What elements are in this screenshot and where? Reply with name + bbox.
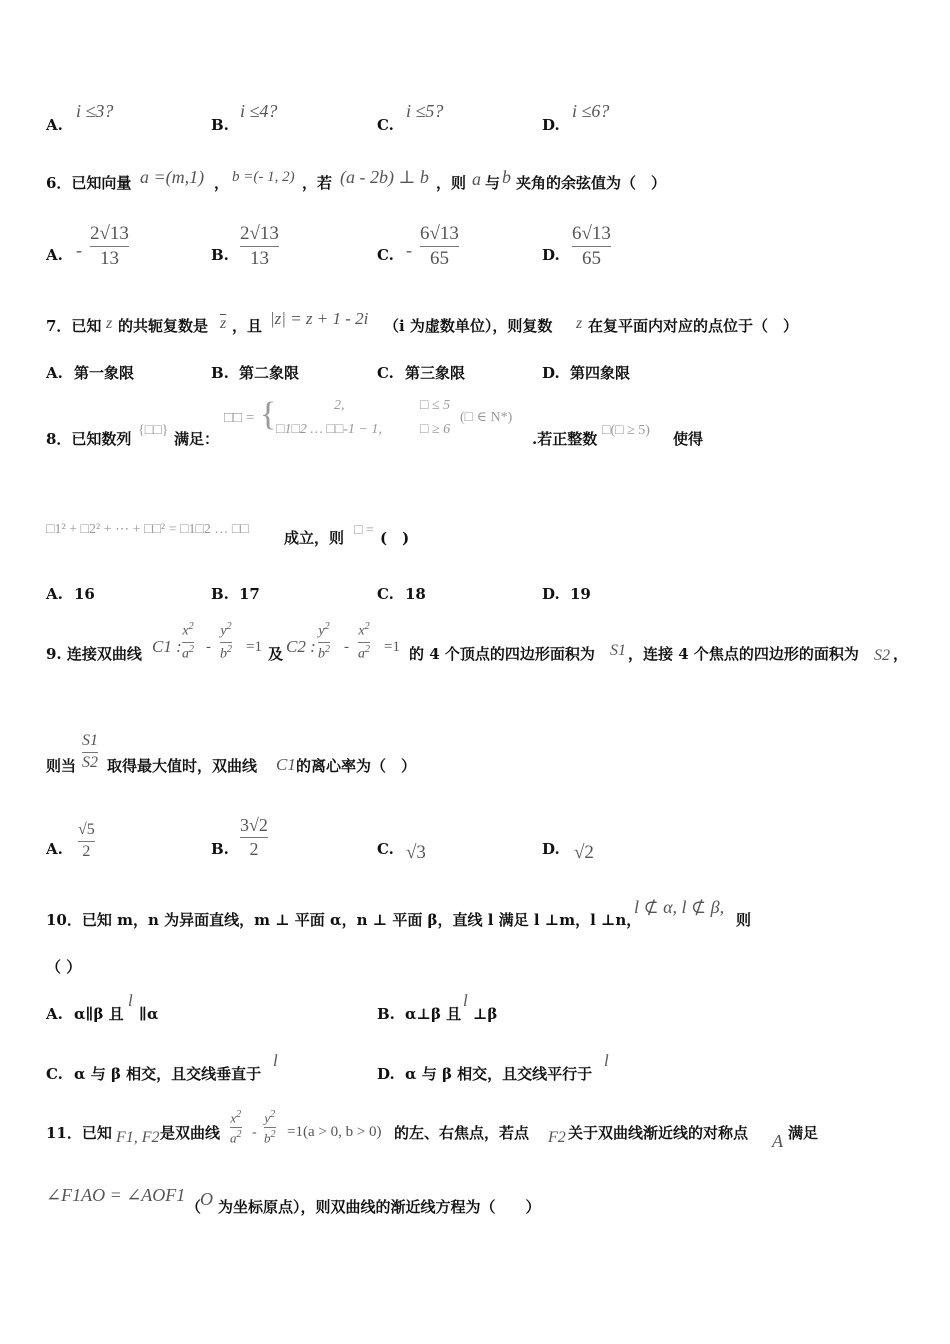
q9-c1-minus: - <box>206 639 211 655</box>
q6-prefix: 6．已知向量 <box>46 174 132 192</box>
q9-c1-eq: =1 <box>246 639 262 655</box>
q8-mid2: .若正整数 <box>532 430 598 448</box>
q9-s1: S1 <box>610 642 626 659</box>
q7-option-b-label: B. <box>211 364 229 382</box>
q6-option-d-den: 65 <box>581 248 601 269</box>
q10-option-a-rest: ∥α <box>139 1005 159 1023</box>
q9-ratio <box>82 733 98 771</box>
q8-case1-value: 2, <box>334 398 345 413</box>
q11-O: O <box>200 1189 213 1209</box>
q11-condition: =1(a > 0, b > 0) <box>287 1124 382 1140</box>
q6-option-c-num: 6√13 <box>420 223 459 244</box>
q11-prefix: 11．已知 <box>46 1124 112 1142</box>
q5-option-b-value: i ≤4? <box>240 101 278 121</box>
q8-system-lhs: □□ = <box>224 410 255 426</box>
q9-mid2: ，连接 4 个焦点的四边形的面积为 <box>628 645 859 663</box>
q6-option-c-fraction <box>420 224 459 268</box>
q5-option-d-label: D. <box>542 116 560 134</box>
q6-mid: ，若 <box>302 174 333 192</box>
q9-c1b: C1 <box>276 755 296 774</box>
q6-option-d-num: 6√13 <box>572 223 611 244</box>
q8-line2-mid: 成立，则 <box>284 529 345 547</box>
q9-option-a-label: A. <box>46 840 63 858</box>
q5-option-b-label: B. <box>211 116 229 134</box>
q7-zbar: $\overline{z}$ <box>220 315 227 332</box>
q11-minus: - <box>252 1125 257 1140</box>
q9-c2: C2 : <box>286 637 316 656</box>
q11-line2-equation: ∠F1AO = ∠AOF1 <box>46 1185 186 1205</box>
q6-option-c-sign: - <box>406 240 412 260</box>
q9-ratio-num: S1 <box>82 732 98 749</box>
q9-mid: 的 4 个顶点的四边形面积为 <box>409 645 595 663</box>
q8-case2-value: □1□2 … □□-1 − 1, <box>276 422 382 437</box>
q10-then: 则 <box>736 911 752 929</box>
q9-comma: ， <box>893 645 909 663</box>
q6-condition: (a - 2b) ⊥ b <box>340 167 429 187</box>
q7-option-c-text: 第三象限 <box>405 364 466 382</box>
q10-option-b-l: l <box>463 991 468 1010</box>
q7-suffix2: 在复平面内对应的点位于（ ） <box>588 317 799 335</box>
q9-c2-minus: - <box>344 639 349 655</box>
q7-suffix: （i 为虚数单位），则复数 <box>384 317 553 335</box>
q8-case1-condition: □ ≤ 5 <box>420 398 451 413</box>
q10-option-c-l: l <box>273 1051 278 1070</box>
q8-option-a-text: 16 <box>74 585 95 603</box>
q9-option-a-fraction <box>78 822 95 860</box>
q8-line2-end: ( ) <box>380 529 410 547</box>
q5-option-c-value: i ≤5? <box>406 101 444 121</box>
q11-mid2: 的左、右焦点，若点 <box>394 1124 530 1142</box>
q9-option-d-label: D. <box>542 840 560 858</box>
q6-option-b-label: B. <box>211 246 229 264</box>
q5-option-a-label: A. <box>46 116 63 134</box>
q8-condition: □(□ ≥ 5) <box>602 423 650 438</box>
q7-option-d-label: D. <box>542 364 560 382</box>
q10-option-c-text: α 与 β 相交，且交线垂直于 <box>74 1065 262 1083</box>
q9-option-c-value: √3 <box>406 842 426 863</box>
q11-line2-end: 为坐标原点），则双曲线的渐近线方程为（ ） <box>218 1198 541 1216</box>
q11-line2-paren-open: （ <box>186 1198 202 1216</box>
q7-z: z <box>106 315 113 332</box>
q8-option-b-label: B. <box>211 585 229 603</box>
q7-option-d-text: 第四象限 <box>570 364 631 382</box>
q6-option-d-fraction <box>572 224 611 268</box>
q6-mid2: ，则 <box>436 174 467 192</box>
q10-option-b-label: B. <box>377 1005 395 1023</box>
q9-c1: C1 : <box>152 637 182 656</box>
q9-line2-mid: 取得最大值时，双曲线 <box>107 757 258 775</box>
q9-line2-prefix: 则当 <box>46 757 77 775</box>
q8-option-a-label: A. <box>46 585 63 603</box>
q9-ratio-den: S2 <box>82 754 98 771</box>
q6-option-b-den: 13 <box>249 248 269 269</box>
q11-foci: F1, F2 <box>116 1129 160 1146</box>
q6-option-c-label: C. <box>377 246 394 264</box>
q8-suffix: 使得 <box>673 430 704 448</box>
q6-option-d-label: D. <box>542 246 560 264</box>
q7-mid2: ，且 <box>232 317 263 335</box>
q8-line2-var: □ = <box>354 523 374 538</box>
q11-frac-y: $y^2$ $b^2$ <box>264 1109 276 1146</box>
q7-option-b-text: 第二象限 <box>239 364 300 382</box>
q11-frac-x: $x^2$ $a^2$ <box>230 1109 242 1146</box>
q7-option-a-label: A. <box>46 364 63 382</box>
q10-condition: l ⊄ α, l ⊄ β, <box>634 897 725 917</box>
q6-option-b-num: 2√13 <box>240 223 279 244</box>
q11-suffix: 满足 <box>788 1124 819 1142</box>
q10-option-d-l: l <box>604 1051 609 1070</box>
q6-option-c-den: 65 <box>429 248 449 269</box>
q6-comma: ， <box>214 174 230 192</box>
q6-option-a-label: A. <box>46 246 63 264</box>
q9-c1-frac-y: $y^2$ $b^2$ <box>220 621 232 662</box>
q6-option-a-sign: - <box>76 240 82 260</box>
q8-option-d-label: D. <box>542 585 560 603</box>
q9-prefix: 9. 连接双曲线 <box>46 645 142 663</box>
q5-option-d-value: i ≤6? <box>572 101 610 121</box>
q10-option-a-text: α∥β 且 <box>74 1005 124 1023</box>
q11-f2: F2 <box>548 1129 566 1146</box>
q11-mid3: 关于双曲线渐近线的对称点 <box>568 1124 749 1142</box>
q10-option-b-rest: ⊥β <box>473 1005 498 1023</box>
q8-option-d-text: 19 <box>570 585 591 603</box>
q9-option-a-den: 2 <box>82 843 91 860</box>
q10-option-d-label: D. <box>377 1065 395 1083</box>
q10-option-b-text: α⊥β 且 <box>405 1005 462 1023</box>
q7-equation: |z| = z + 1 - 2i <box>270 309 369 328</box>
q9-option-b-den: 2 <box>249 839 259 859</box>
q9-option-a-num: √5 <box>78 821 95 838</box>
q9-option-b-fraction <box>240 816 268 858</box>
q9-and: 及 <box>268 645 284 663</box>
q9-option-b-num: 3√2 <box>240 815 268 835</box>
q8-brace: { <box>260 396 277 433</box>
q6-option-b-fraction <box>240 224 279 268</box>
q9-c1-frac-x: $x^2$ $a^2$ <box>182 621 194 662</box>
q7-prefix: 7．已知 <box>46 317 102 335</box>
q9-option-d-value: √2 <box>574 842 594 863</box>
q10-text: 10．已知 m，n 为异面直线，m ⊥ 平面 α，n ⊥ 平面 β，直线 l 满足 l ⊥m，l ⊥n， <box>46 911 642 929</box>
q7-mid1: 的共轭复数是 <box>118 317 209 335</box>
q9-line2-end: 的离心率为（ ） <box>296 757 417 775</box>
q9-c2-frac-x: $x^2$ $a^2$ <box>358 621 370 662</box>
q7-option-c-label: C. <box>377 364 394 382</box>
q11-A: A <box>772 1131 783 1151</box>
q6-option-a-den: 13 <box>99 248 119 269</box>
q10-option-a-label: A. <box>46 1005 63 1023</box>
q7-option-a-text: 第一象限 <box>74 364 135 382</box>
q9-s2: S2 <box>874 647 890 664</box>
q8-option-c-text: 18 <box>405 585 426 603</box>
q8-mid: 满足： <box>174 430 220 448</box>
q6-vector-a: a =(m,1) <box>140 167 205 187</box>
q6-suffix: 夹角的余弦值为（ ） <box>516 174 667 192</box>
q6-option-a-fraction <box>90 224 129 268</box>
q8-domain: (□ ∈ N*) <box>460 410 513 425</box>
q6-with: 与 <box>485 174 501 192</box>
q10-paren: （ ） <box>46 958 82 976</box>
q8-option-c-label: C. <box>377 585 394 603</box>
q9-option-b-label: B. <box>211 840 229 858</box>
q7-z2: z <box>576 315 583 332</box>
q11-mid: 是双曲线 <box>160 1124 221 1142</box>
q8-sequence: {□□} <box>138 423 169 438</box>
q8-line2-equation: □1² + □2² + ⋯ + □□² = □1□2 … □□ <box>46 522 249 537</box>
q10-option-d-text: α 与 β 相交，且交线平行于 <box>405 1065 593 1083</box>
q9-c2-eq: =1 <box>384 639 400 655</box>
q10-option-a-l: l <box>128 991 133 1010</box>
q6-option-a-num: 2√13 <box>90 223 129 244</box>
q8-option-b-text: 17 <box>239 585 260 603</box>
q6-b: b <box>502 167 511 187</box>
q5-option-c-label: C. <box>377 116 394 134</box>
q9-option-c-label: C. <box>377 840 394 858</box>
q10-option-c-label: C. <box>46 1065 63 1083</box>
q8-prefix: 8．已知数列 <box>46 430 132 448</box>
q6-a: a <box>472 169 481 189</box>
q9-c2-frac-y: $y^2$ $b^2$ <box>318 621 330 662</box>
q5-option-a-value: i ≤3? <box>76 101 114 121</box>
q8-case2-condition: □ ≥ 6 <box>420 422 451 437</box>
q6-vector-b: b =(- 1, 2) <box>232 169 295 185</box>
